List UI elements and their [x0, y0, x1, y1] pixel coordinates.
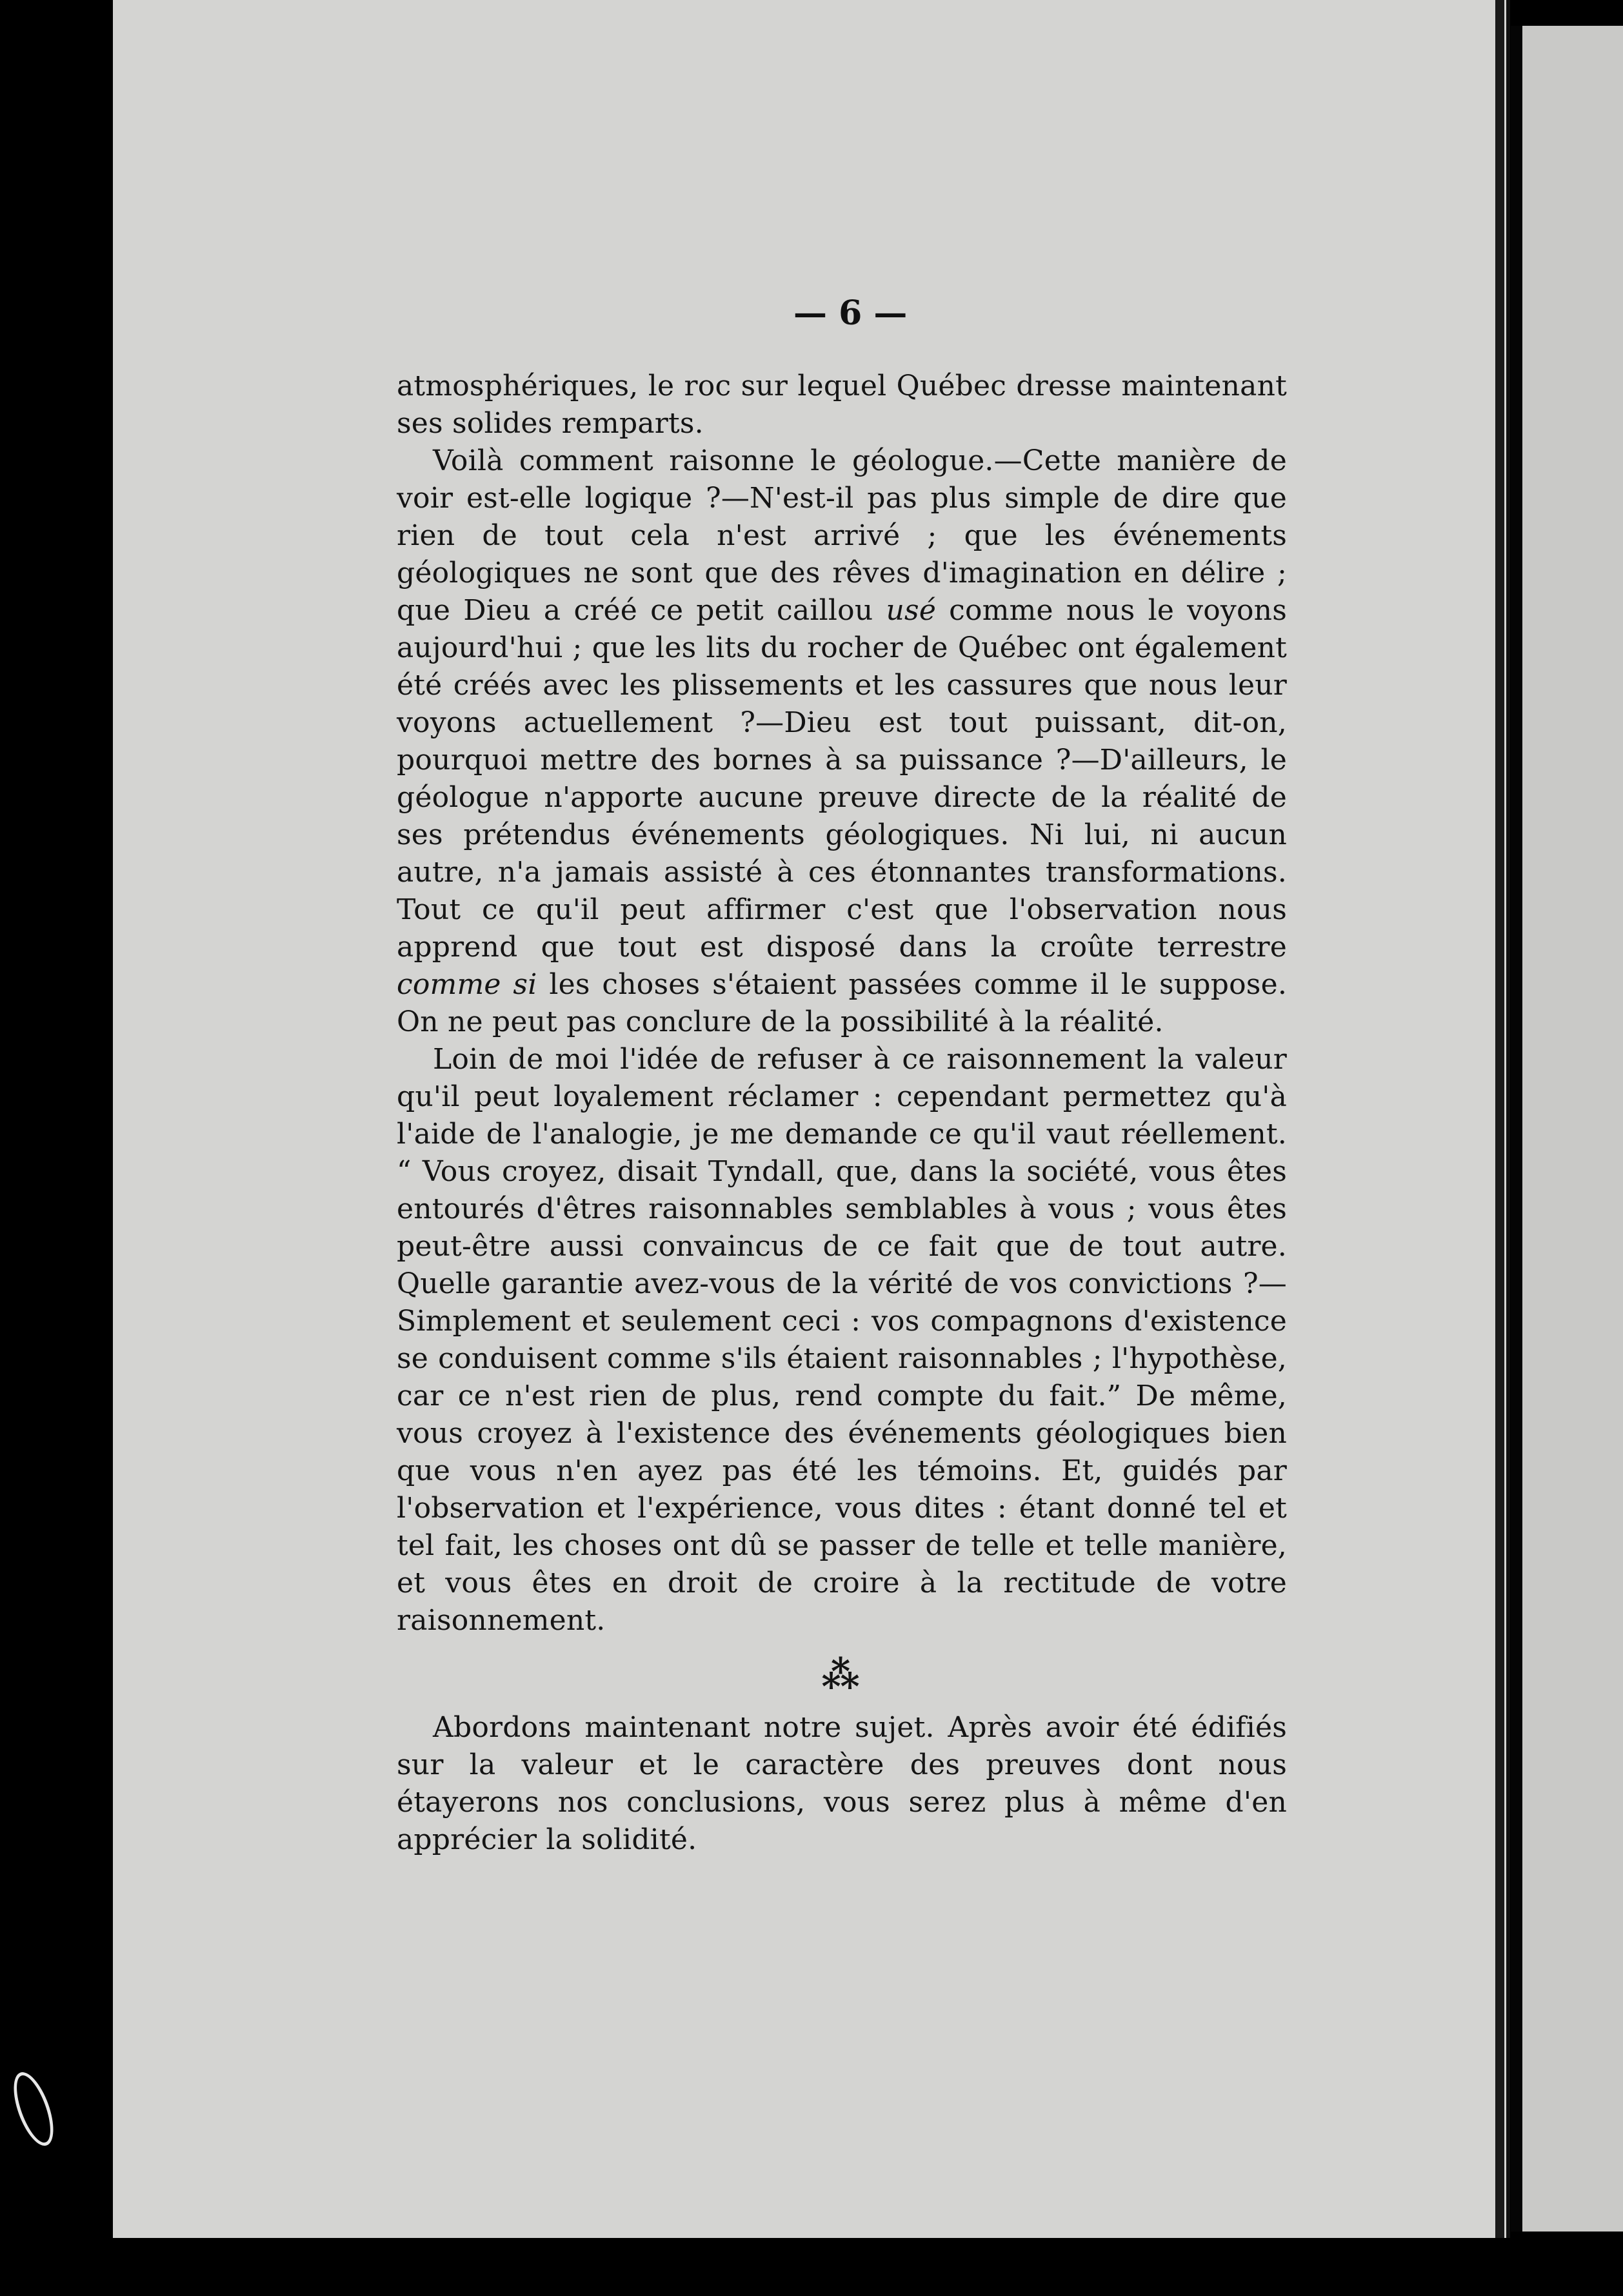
- paragraph-2-part-c: les choses s'étaient passées comme il le suppose. On ne peut pas conclure de la possibilité à la réalité.: [397, 968, 1288, 1038]
- page-edge-shadow: [1495, 0, 1504, 2238]
- body-text: [397, 303, 1287, 1859]
- paragraph-4: Abordons maintenant notre sujet. Après avoir été édifiés sur la valeur et le caractère des preuves dont nous étayerons nos conclusions, vous serez plus à même d'en apprécier la solidité.: [397, 1711, 1287, 1856]
- page-number: — 6 —: [793, 293, 908, 333]
- paragraph-2-part-b: comme nous le voyons aujourd'hui ; que les lits du rocher de Québec ont également été créés avec les plissements et les cassures que nous leur voyons actuellement ?—Dieu est tout puissant, dit-on, pourquoi mettre des bornes à sa puissance ?—D'ailleurs, le géologue n'apporte aucune preuve directe de la réalité de ses prétendus événements géologiques. Ni lui, ni aucun autre, n'a jamais assisté à ces étonnantes transformations. Tout ce qu'il peut affirmer c'est que l'observation nous apprend que tout est disposé dans la croûte terrestre: [397, 594, 1288, 964]
- paragraph-2: [397, 442, 1287, 1041]
- margin-mark: [6, 2067, 61, 2150]
- paragraph-1: atmosphériques, le roc sur lequel Québec dresse maintenant ses solides remparts.: [397, 370, 1287, 440]
- section-separator: ⁂: [821, 1653, 862, 1697]
- emphasis-comme-si: comme si: [397, 968, 537, 1001]
- facing-page-edge: [1511, 26, 1623, 2232]
- emphasis-use: usé: [886, 594, 937, 627]
- paragraph-2-part-a: Voilà comment raisonne le géologue.—Cette manière de voir est-elle logique ?—N'est-il pas plus simple de dire que rien de tout cela n'est arrivé ; que les événements géologiques ne sont que des rêves d'imagination en délire ; que Dieu a créé ce petit caillou: [397, 444, 1287, 627]
- paragraph-3: Loin de moi l'idée de refuser à ce raisonnement la valeur qu'il peut loyalement réclamer : cependant permettez qu'à l'aide de l'analogie, je me demande ce qu'il vaut réellement. “ Vous croyez, disait Tyndall, que, dans la société, vous êtes entourés d'êtres raisonnables semblables à vous ; vous êtes peut-être aussi convaincus de ce fait que de tout autre. Quelle garantie avez-vous de la vérité de vos convictions ?—Simplement et seulement ceci : vos compagnons d'existence se conduisent comme s'ils étaient raisonnables ; l'hypothèse, car ce n'est rien de plus, rend compte du fait.” De même, vous croyez à l'existence des événements géologiques bien que vous n'en ayez pas été les témoins. Et, guidés par l'observation et l'expérience, vous dites : étant donné tel et tel fait, les choses ont dû se passer de telle et telle manière, et vous êtes en droit de croire à la rectitude de votre raisonnement.: [397, 1043, 1287, 1637]
